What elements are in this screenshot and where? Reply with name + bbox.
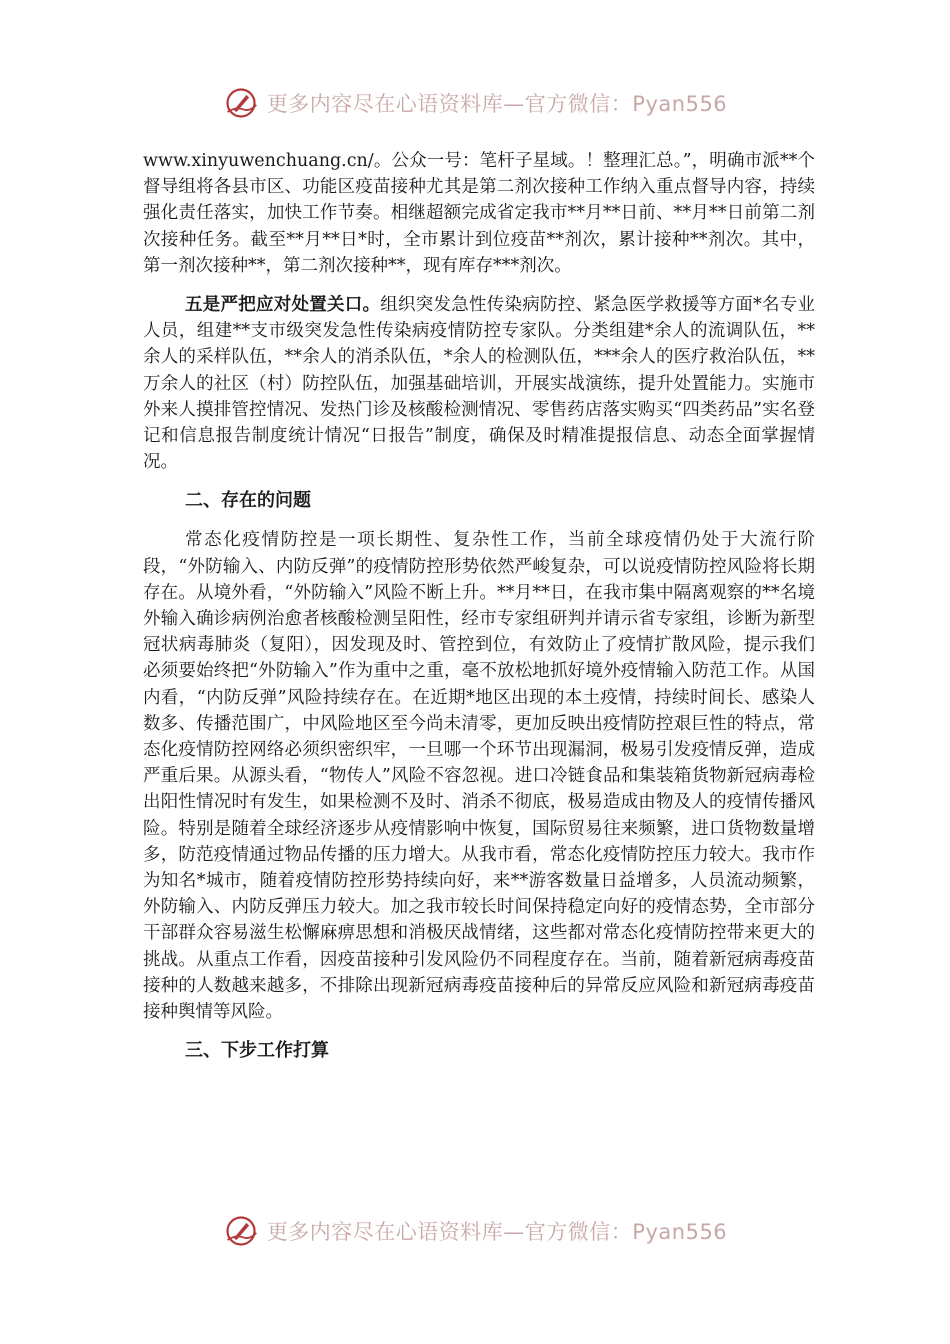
- paragraph-lead-sentence: 五是严把应对处置关口。: [185, 295, 381, 316]
- footer-banner: [0, 1208, 950, 1254]
- paragraph-vaccination-continued: www.xinyuwenchuang.cn/。公众一号：笔杆子星域。！整理汇总。”，明确市派**个督导组将各县市区、功能区疫苗接种尤其是第二剂次接种工作纳入重点督导内容，持续强化责任落实，加快工作节奏。相继超额完成省定我市**月**日前、**月**日前第二剂次接种任务。截至**月**日*时，全市累计到位疫苗**剂次，累计接种**剂次。其中，第一剂次接种**，第二剂次接种**，现有库存***剂次。: [143, 151, 815, 276]
- document-body: [143, 148, 815, 1064]
- paragraph-body-text: 组织突发急性传染病防控、紧急医学救援等方面*名专业人员，组建**支市级突发急性传染病疫情防控专家队。分类组建*余人的流调队伍，**余人的采样队伍，**余人的消杀队伍，*余人的检测队伍，***余人的医疗救治队伍，**万余人的社区（村）防控队伍，加强基础培训，开展实战演练，提升处置能力。实施市外来人摸排管控情况、发热门诊及核酸检测情况、零售药店落实购买“四类药品”实名登记和信息报告制度统计情况“日报告”制度，确保及时精准提报信息、动态全面掌握情况。: [143, 295, 815, 473]
- header-banner: [0, 80, 950, 126]
- paragraph-problems: 常态化疫情防控是一项长期性、复杂性工作，当前全球疫情仍处于大流行阶段，“外防输入、内防反弹”的疫情防控形势依然严峻复杂，可以说疫情防控风险将长期存在。从境外看，“外防输入”风险不断上升。**月**日，在我市集中隔离观察的**名境外输入确诊病例治愈者核酸检测呈阳性，经市专家组研判并请示省专家组，诊断为新型冠状病毒肺炎（复阳），因发现及时、管控到位，有效防止了疫情扩散风险，提示我们必须要始终把“外防输入”作为重中之重，毫不放松地抓好境外疫情输入防范工作。从国内看，“内防反弹”风险持续存在。在近期*地区出现的本土疫情，持续时间长、感染人数多、传播范围广，中风险地区至今尚未清零，更加反映出疫情防控艰巨性的特点，常态化疫情防控网络必须织密织牢，一旦哪一个环节出现漏洞，极易引发疫情反弹，造成严重后果。从源头看，“物传人”风险不容忽视。进口冷链食品和集装箱货物新冠病毒检出阳性情况时有发生，如果检测不及时、消杀不彻底，极易造成由物及人的疫情传播风险。特别是随着全球经济逐步从疫情影响中恢复，国际贸易往来频繁，进口货物数量增多，防范疫情通过物品传播的压力增大。从我市看，常态化疫情防控压力较大。我市作为知名*城市，随着疫情防控形势持续向好，来**游客数量日益增多，人员流动频繁，外防输入、内防反弹压力较大。加之我市较长时间保持稳定向好的疫情态势，全市部分干部群众容易滋生松懈麻痹思想和消极厌战情绪，这些都对常态化疫情防控带来更大的挑战。从重点工作看，因疫苗接种引发风险仍不同程度存在。当前，随着新冠病毒疫苗接种的人数越来越多，不排除出现新冠病毒疫苗接种后的异常反应风险和新冠病毒疫苗接种舆情等风险。: [143, 530, 815, 1023]
- pen-seal-icon: [223, 1213, 259, 1249]
- banner-text: 更多内容尽在心语资料库—官方微信：Pyan556: [266, 1220, 728, 1244]
- paragraph-emergency-response: [143, 292, 815, 475]
- pen-seal-icon: [223, 85, 259, 121]
- section-heading-problems: 二、存在的问题: [185, 490, 311, 512]
- banner-text: 更多内容尽在心语资料库—官方微信：Pyan556: [266, 92, 728, 116]
- section-heading-next-steps: 三、下步工作打算: [185, 1040, 329, 1062]
